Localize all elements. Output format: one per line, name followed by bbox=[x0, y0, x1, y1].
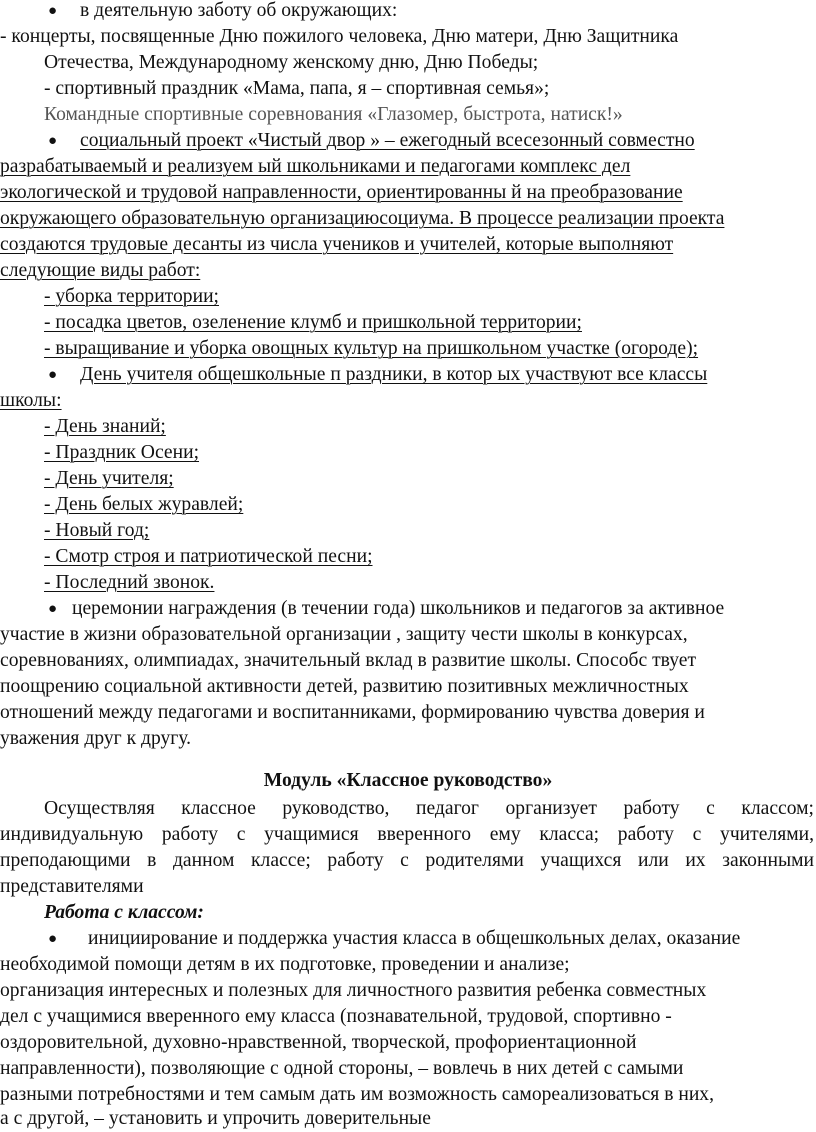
text-line: школы: bbox=[0, 390, 62, 411]
text-line: церемонии награждения (в течении года) школьников и педагогов за активное bbox=[72, 598, 725, 619]
text-line: - День белых журавлей; bbox=[44, 494, 244, 515]
text-line: организация интересных и полезных для личностного развития ребенка совместных bbox=[0, 980, 707, 1001]
bullet-icon: ● bbox=[48, 367, 58, 383]
text-line: окружающего образовательную организациюсоциума. В процессе реализации проекта bbox=[0, 208, 725, 229]
text-line: - уборка территории; bbox=[44, 286, 219, 307]
bullet-icon: ● bbox=[48, 3, 58, 19]
text-line: а с другой, – установить и упрочить доверительные bbox=[0, 1108, 431, 1129]
text-line: разрабатываемый и реализуем ый школьниками и педагогами комплекс дел bbox=[0, 156, 631, 177]
paragraph-line: индивидуальную работу с учащимися вверенного ему класса; работу с учителями, bbox=[0, 824, 814, 845]
text-line: - Праздник Осени; bbox=[44, 442, 200, 463]
text-line: разными потребностями и тем самым дать им возможность самореализоваться в них, bbox=[0, 1084, 715, 1105]
bullet-icon: ● bbox=[48, 133, 58, 149]
bullet-icon: ● bbox=[48, 601, 58, 617]
text-line: - День учителя; bbox=[44, 468, 174, 489]
text-line: создаются трудовые десанты из числа учеников и учителей, которые выполняют bbox=[0, 234, 674, 255]
text-line: необходимой помощи детям в их подготовке, проведении и анализе; bbox=[0, 954, 570, 975]
text-line: - концерты, посвященные Дню пожилого человека, Дню матери, Дню Защитника bbox=[0, 26, 679, 47]
text-line: оздоровительной, духовно-нравственной, творческой, профориентационной bbox=[0, 1032, 637, 1053]
text-line: Отечества, Международному женскому дню, Дню Победы; bbox=[44, 52, 539, 73]
subheading: Работа с классом: bbox=[44, 902, 204, 923]
text-line: уважения друг к другу. bbox=[0, 728, 192, 749]
text-line: участие в жизни образовательной организации , защиту чести школы в конкурсах, bbox=[0, 624, 688, 645]
text-line: День учителя общешкольные п раздники, в котор ых участвуют все классы bbox=[80, 364, 708, 385]
text-line: дел с учащимися вверенного ему класса (познавательной, трудовой, спортивно - bbox=[0, 1006, 672, 1027]
text-line: - Последний звонок. bbox=[44, 572, 215, 593]
text-line: экологической и трудовой направленности, ориентированны й на преобразование bbox=[0, 182, 683, 203]
text-line: - выращивание и уборка овощных культур на пришкольном участке (огороде); bbox=[44, 338, 699, 359]
bullet-icon: ● bbox=[48, 931, 58, 947]
text-line: - День знаний; bbox=[44, 416, 166, 437]
section-heading: Модуль «Классное руководство» bbox=[263, 770, 553, 791]
paragraph-line: преподающими в данном классе; работу с родителями учащихся или их законными bbox=[0, 850, 814, 871]
text-line: инициирование и поддержка участия класса в общешкольных делах, оказание bbox=[88, 928, 741, 949]
text-line: направленности), позволяющие с одной стороны, – вовлечь в них детей с самыми bbox=[0, 1058, 684, 1079]
text-line: Командные спортивные соревнования «Глазомер, быстрота, натиск!» bbox=[44, 104, 623, 125]
text-line: - Новый год; bbox=[44, 520, 150, 541]
paragraph-line: представителями bbox=[0, 876, 144, 897]
text-line: - Смотр строя и патриотической песни; bbox=[44, 546, 373, 567]
text-line: отношений между педагогами и воспитанниками, формированию чувства доверия и bbox=[0, 702, 705, 723]
text-line: поощрению социальной активности детей, развитию позитивных межличностных bbox=[0, 676, 689, 697]
text-line: социальный проект «Чистый двор » – ежегодный всесезонный совместно bbox=[80, 130, 695, 151]
text-line: следующие виды работ: bbox=[0, 260, 201, 281]
text-line: в деятельную заботу об окружающих: bbox=[80, 0, 398, 21]
text-line: - спортивный праздник «Мама, папа, я – спортивная семья»; bbox=[44, 78, 550, 99]
text-line: соревнованиях, олимпиадах, значительный вклад в развитие школы. Способс твует bbox=[0, 650, 697, 671]
paragraph-line: Осуществляя классное руководство, педагог организует работу с классом; bbox=[44, 798, 814, 819]
text-line: - посадка цветов, озеленение клумб и пришкольной территории; bbox=[44, 312, 582, 333]
